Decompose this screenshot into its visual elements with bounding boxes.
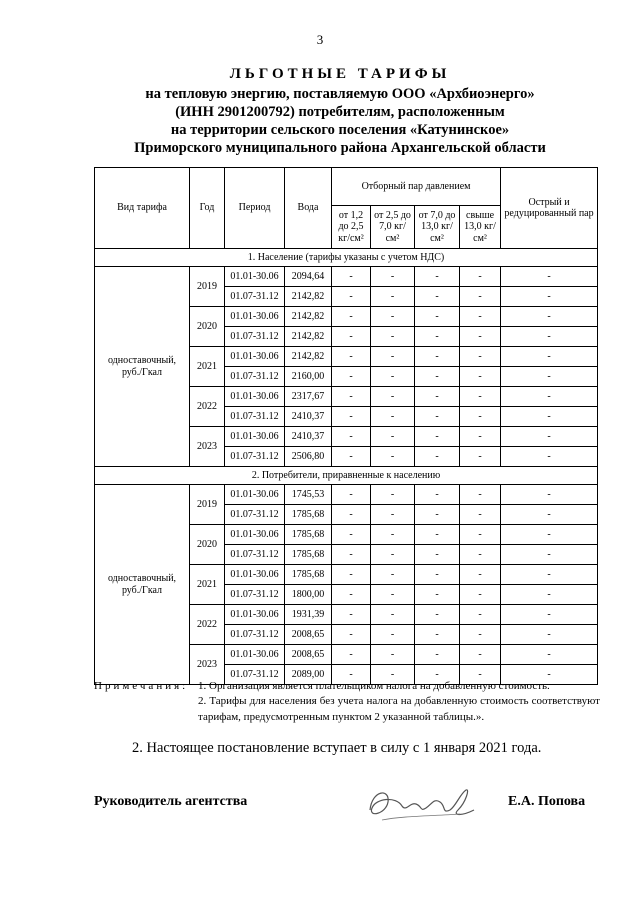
water-value: 1800,00 (285, 585, 332, 605)
steam-1-value: - (332, 565, 371, 585)
section-title: 1. Население (тарифы указаны с учетом НДС) (95, 249, 598, 267)
water-value: 1785,68 (285, 565, 332, 585)
note-1: 1. Организация является плательщиком налога на добавленную стоимость. (198, 680, 550, 692)
steam-3-value: - (415, 525, 460, 545)
steam-1-value: - (332, 307, 371, 327)
sharp-steam-value: - (501, 485, 598, 505)
steam-1-value: - (332, 347, 371, 367)
steam-4-value: - (460, 485, 501, 505)
subtitle-line-4: Приморского муниципального района Архангельской области (134, 140, 546, 156)
steam-4-value: - (460, 565, 501, 585)
header-year: Год (190, 168, 225, 249)
period-cell: 01.07-31.12 (225, 505, 285, 525)
steam-3-value: - (415, 625, 460, 645)
steam-4-value: - (460, 625, 501, 645)
period-cell: 01.07-31.12 (225, 447, 285, 467)
steam-3-value: - (415, 605, 460, 625)
steam-2-value: - (371, 485, 415, 505)
sharp-steam-value: - (501, 347, 598, 367)
year-cell: 2021 (190, 347, 225, 387)
sharp-steam-value: - (501, 367, 598, 387)
steam-2-value: - (371, 407, 415, 427)
year-cell: 2020 (190, 307, 225, 347)
steam-1-value: - (332, 447, 371, 467)
steam-4-value: - (460, 427, 501, 447)
sharp-steam-value: - (501, 625, 598, 645)
water-value: 2142,82 (285, 287, 332, 307)
steam-1-value: - (332, 407, 371, 427)
steam-4-value: - (460, 387, 501, 407)
steam-1-value: - (332, 327, 371, 347)
steam-1-value: - (332, 287, 371, 307)
period-cell: 01.07-31.12 (225, 407, 285, 427)
steam-3-value: - (415, 267, 460, 287)
water-value: 2089,00 (285, 665, 332, 685)
year-cell: 2022 (190, 387, 225, 427)
steam-3-value: - (415, 565, 460, 585)
steam-1-value: - (332, 485, 371, 505)
period-cell: 01.07-31.12 (225, 327, 285, 347)
steam-3-value: - (415, 307, 460, 327)
year-cell: 2020 (190, 525, 225, 565)
steam-4-value: - (460, 347, 501, 367)
steam-2-value: - (371, 565, 415, 585)
steam-1-value: - (332, 605, 371, 625)
water-value: 2142,82 (285, 347, 332, 367)
sharp-steam-value: - (501, 565, 598, 585)
steam-1-value: - (332, 387, 371, 407)
note-2: 2. Тарифы для населения без учета налога на добавленную стоимость соответствуют тарифам, предусмотренным пунктом 2 указанной таблицы.». (198, 695, 600, 723)
steam-2-value: - (371, 287, 415, 307)
sharp-steam-value: - (501, 585, 598, 605)
water-value: 1745,53 (285, 485, 332, 505)
year-cell: 2019 (190, 267, 225, 307)
period-cell: 01.01-30.06 (225, 485, 285, 505)
period-cell: 01.07-31.12 (225, 665, 285, 685)
steam-2-value: - (371, 367, 415, 387)
period-cell: 01.07-31.12 (225, 545, 285, 565)
steam-1-value: - (332, 525, 371, 545)
steam-2-value: - (371, 347, 415, 367)
sharp-steam-value: - (501, 525, 598, 545)
period-cell: 01.01-30.06 (225, 347, 285, 367)
steam-2-value: - (371, 447, 415, 467)
steam-3-value: - (415, 645, 460, 665)
steam-1-value: - (332, 665, 371, 685)
year-cell: 2022 (190, 605, 225, 645)
steam-1-value: - (332, 505, 371, 525)
period-cell: 01.07-31.12 (225, 287, 285, 307)
period-cell: 01.01-30.06 (225, 427, 285, 447)
period-cell: 01.01-30.06 (225, 565, 285, 585)
year-cell: 2019 (190, 485, 225, 525)
steam-1-value: - (332, 545, 371, 565)
period-cell: 01.07-31.12 (225, 625, 285, 645)
steam-4-value: - (460, 267, 501, 287)
period-cell: 01.07-31.12 (225, 585, 285, 605)
water-value: 2142,82 (285, 327, 332, 347)
table-row (95, 485, 598, 505)
steam-4-value: - (460, 505, 501, 525)
tariff-table (94, 167, 598, 685)
sharp-steam-value: - (501, 645, 598, 665)
water-value: 2410,37 (285, 407, 332, 427)
year-cell: 2021 (190, 565, 225, 605)
header-steam-group: Отборный пар давлением (332, 168, 501, 206)
steam-3-value: - (415, 387, 460, 407)
steam-2-value: - (371, 427, 415, 447)
steam-1-value: - (332, 267, 371, 287)
decree-text: 2. Настоящее постановление вступает в силу с 1 января 2021 года. (132, 740, 542, 756)
steam-1-value: - (332, 625, 371, 645)
water-value: 2410,37 (285, 427, 332, 447)
steam-2-value: - (371, 307, 415, 327)
notes-label: Примечания: (94, 680, 189, 692)
header-water: Вода (285, 168, 332, 249)
water-value: 2142,82 (285, 307, 332, 327)
steam-4-value: - (460, 665, 501, 685)
sharp-steam-value: - (501, 327, 598, 347)
steam-1-value: - (332, 585, 371, 605)
handwritten-signature (362, 780, 482, 830)
sharp-steam-value: - (501, 387, 598, 407)
steam-2-value: - (371, 605, 415, 625)
sharp-steam-value: - (501, 267, 598, 287)
steam-2-value: - (371, 525, 415, 545)
steam-3-value: - (415, 367, 460, 387)
year-cell: 2023 (190, 645, 225, 685)
steam-4-value: - (460, 367, 501, 387)
water-value: 2317,67 (285, 387, 332, 407)
period-cell: 01.01-30.06 (225, 525, 285, 545)
sharp-steam-value: - (501, 505, 598, 525)
steam-3-value: - (415, 545, 460, 565)
steam-4-value: - (460, 307, 501, 327)
water-value: 2506,80 (285, 447, 332, 467)
subtitle-line-3: на территории сельского поселения «Катунинское» (170, 122, 510, 138)
steam-4-value: - (460, 545, 501, 565)
steam-4-value: - (460, 645, 501, 665)
water-value: 1785,68 (285, 525, 332, 545)
sharp-steam-value: - (501, 287, 598, 307)
steam-4-value: - (460, 447, 501, 467)
steam-2-value: - (371, 545, 415, 565)
subtitle-line-1: на тепловую энергию, поставляемую ООО «Архбиоэнерго» (145, 86, 535, 102)
steam-3-value: - (415, 665, 460, 685)
steam-4-value: - (460, 525, 501, 545)
steam-3-value: - (415, 287, 460, 307)
signatory-role: Руководитель агентства (94, 794, 248, 809)
steam-3-value: - (415, 347, 460, 367)
period-cell: 01.07-31.12 (225, 367, 285, 387)
document-title: ЛЬГОТНЫЕ ТАРИФЫ (229, 66, 451, 82)
header-steam-4: свыше 13,0 кг/см² (460, 206, 501, 249)
header-steam-3: от 7,0 до 13,0 кг/см² (415, 206, 460, 249)
steam-3-value: - (415, 327, 460, 347)
sharp-steam-value: - (501, 407, 598, 427)
period-cell: 01.01-30.06 (225, 267, 285, 287)
steam-2-value: - (371, 585, 415, 605)
header-sharp-steam: Острый и редуцированный пар (501, 168, 598, 249)
sharp-steam-value: - (501, 605, 598, 625)
header-period: Период (225, 168, 285, 249)
header-steam-2: от 2,5 до 7,0 кг/см² (371, 206, 415, 249)
water-value: 1931,39 (285, 605, 332, 625)
steam-2-value: - (371, 505, 415, 525)
steam-3-value: - (415, 407, 460, 427)
header-tariff-type: Вид тарифа (95, 168, 190, 249)
sharp-steam-value: - (501, 447, 598, 467)
period-cell: 01.01-30.06 (225, 645, 285, 665)
steam-3-value: - (415, 447, 460, 467)
sharp-steam-value: - (501, 545, 598, 565)
steam-2-value: - (371, 625, 415, 645)
period-cell: 01.01-30.06 (225, 387, 285, 407)
table-row (95, 267, 598, 287)
section-title: 2. Потребители, приравненные к населению (95, 467, 598, 485)
water-value: 2160,00 (285, 367, 332, 387)
header-steam-1: от 1,2 до 2,5 кг/см² (332, 206, 371, 249)
steam-1-value: - (332, 367, 371, 387)
sharp-steam-value: - (501, 307, 598, 327)
steam-2-value: - (371, 645, 415, 665)
steam-3-value: - (415, 585, 460, 605)
page-number: 3 (316, 32, 324, 47)
steam-3-value: - (415, 505, 460, 525)
signatory-name: Е.А. Попова (508, 794, 586, 809)
water-value: 2094,64 (285, 267, 332, 287)
period-cell: 01.01-30.06 (225, 605, 285, 625)
steam-4-value: - (460, 585, 501, 605)
notes (198, 679, 600, 725)
water-value: 2008,65 (285, 645, 332, 665)
steam-2-value: - (371, 327, 415, 347)
period-cell: 01.01-30.06 (225, 307, 285, 327)
steam-3-value: - (415, 427, 460, 447)
steam-4-value: - (460, 605, 501, 625)
steam-2-value: - (371, 267, 415, 287)
steam-4-value: - (460, 327, 501, 347)
steam-2-value: - (371, 387, 415, 407)
water-value: 1785,68 (285, 545, 332, 565)
water-value: 1785,68 (285, 505, 332, 525)
water-value: 2008,65 (285, 625, 332, 645)
steam-4-value: - (460, 287, 501, 307)
tariff-type-cell: одноставочный, руб./Гкал (95, 485, 190, 685)
sharp-steam-value: - (501, 427, 598, 447)
steam-4-value: - (460, 407, 501, 427)
steam-3-value: - (415, 485, 460, 505)
year-cell: 2023 (190, 427, 225, 467)
steam-1-value: - (332, 645, 371, 665)
subtitle-line-2: (ИНН 2901200792) потребителям, расположенным (175, 104, 505, 120)
steam-2-value: - (371, 665, 415, 685)
steam-1-value: - (332, 427, 371, 447)
sharp-steam-value: - (501, 665, 598, 685)
tariff-type-cell: одноставочный, руб./Гкал (95, 267, 190, 467)
